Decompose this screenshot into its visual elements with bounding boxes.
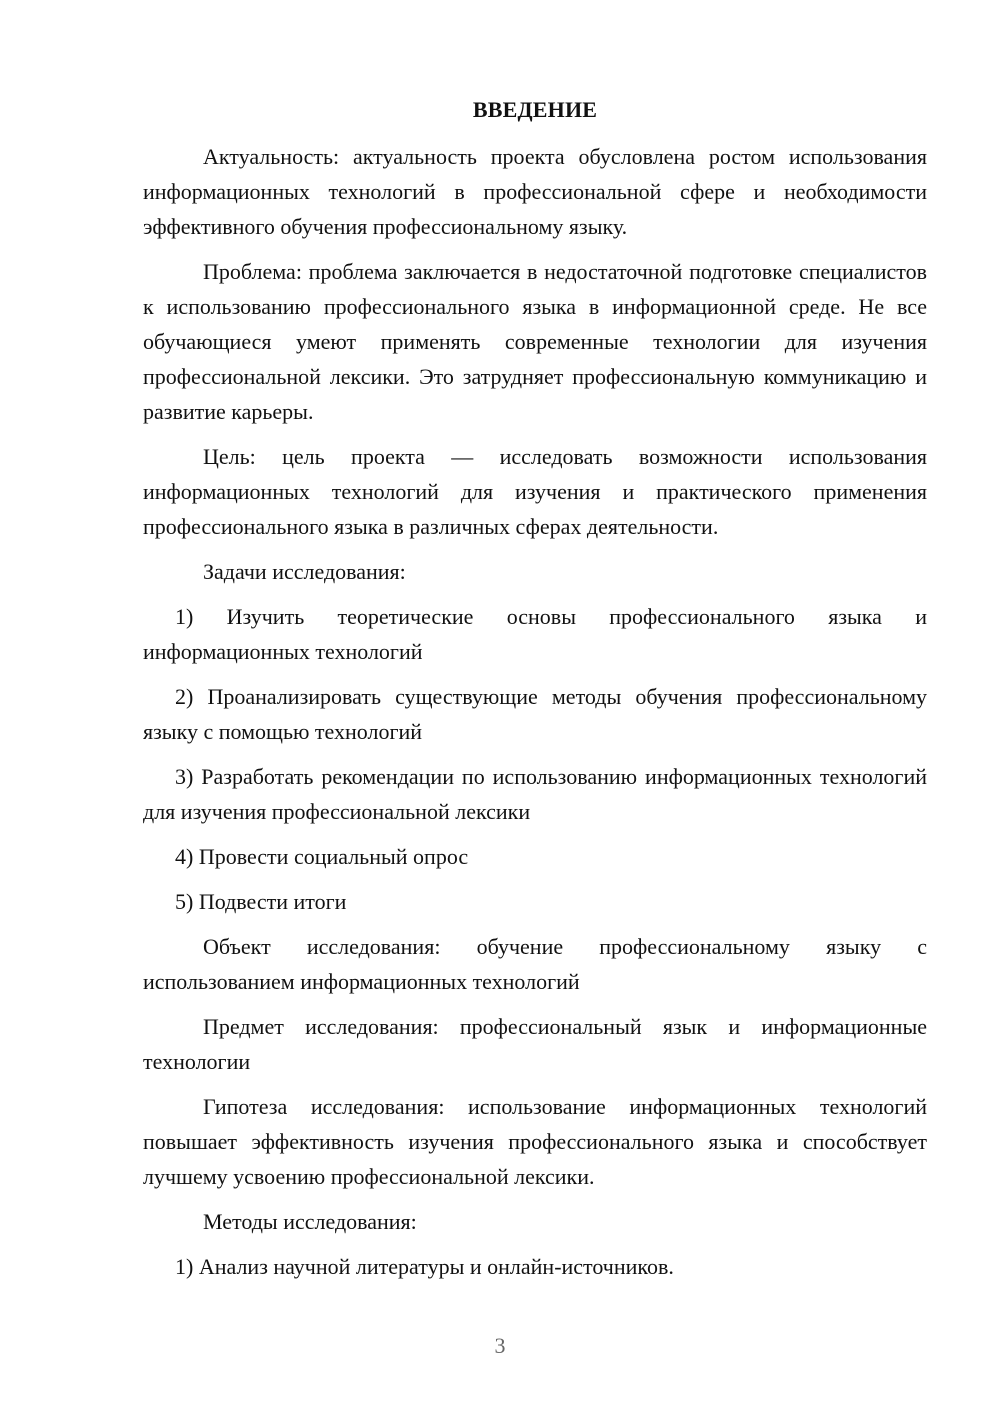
paragraph-problem: Проблема: проблема заключается в недостаточной подготовке специалистов к использованию профессионального языка в информационной среде. Не все обучающиеся умеют применять современные технологии для изучения профессиональной лексики. Это затрудняет профессиональную коммуникацию и развитие карьеры. — [143, 259, 927, 424]
paragraph-relevance: Актуальность: актуальность проекта обусловлена ростом использования информационных технологий в профессиональной сфере и необходимости эффективного обучения профессиональному языку. — [143, 144, 927, 239]
page-content — [143, 93, 927, 1294]
paragraph-subject: Предмет исследования: профессиональный язык и информационные технологии — [143, 1014, 927, 1074]
paragraph-hypothesis: Гипотеза исследования: использование информационных технологий повышает эффективность изучения профессионального языка и способствует лучшему усвоению профессиональной лексики. — [143, 1094, 927, 1189]
paragraph-object: Объект исследования: обучение профессиональному языку с использованием информационных технологий — [143, 934, 927, 994]
paragraph-goal: Цель: цель проекта — исследовать возможности использования информационных технологий для изучения и практического применения профессионального языка в различных сферах деятельности. — [143, 444, 927, 539]
method-item-1: 1) Анализ научной литературы и онлайн-источников. — [175, 1254, 674, 1279]
task-item-1: 1) Изучить теоретические основы профессионального языка и информационных технологий — [143, 604, 927, 664]
task-item-3: 3) Разработать рекомендации по использованию информационных технологий для изучения профессиональной лексики — [143, 764, 927, 824]
paragraph-tasks-heading: Задачи исследования: — [203, 559, 406, 584]
task-item-5: 5) Подвести итоги — [175, 889, 347, 914]
task-item-2: 2) Проанализировать существующие методы обучения профессиональному языку с помощью технологий — [143, 684, 927, 744]
task-item-4: 4) Провести социальный опрос — [175, 844, 469, 869]
page-number: 3 — [494, 1333, 506, 1358]
section-title: ВВЕДЕНИЕ — [472, 97, 598, 122]
paragraph-methods-heading: Методы исследования: — [203, 1209, 417, 1234]
